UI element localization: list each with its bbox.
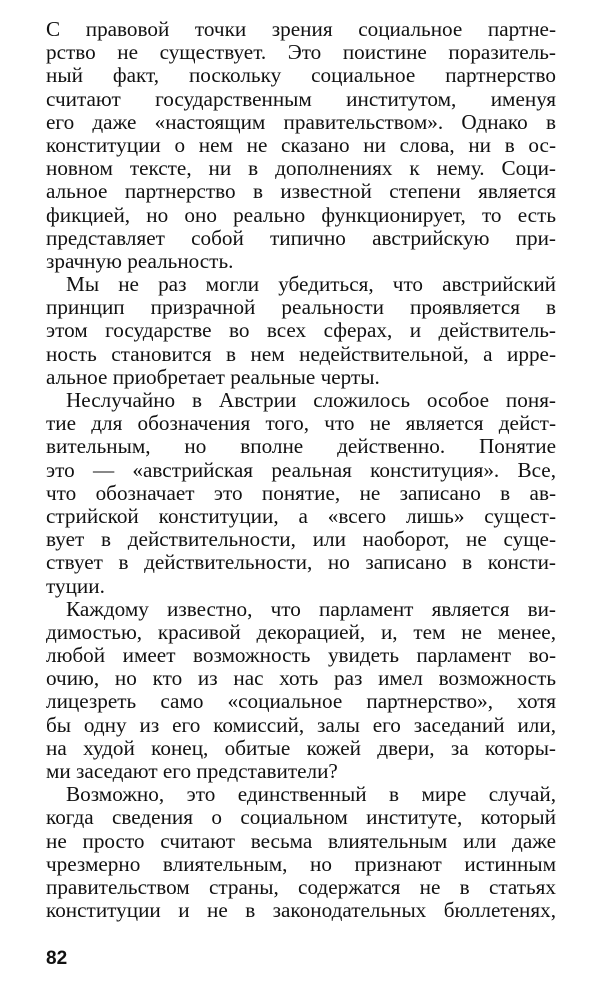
text-line: ствует в действительности, но записано в консти-	[46, 550, 556, 575]
text-line: на худой конец, обитые кожей двери, за которы-	[46, 735, 556, 760]
text-line: С правовой точки зрения социальное партне-	[46, 17, 556, 41]
text-line: альное приобретает реальные черты.	[46, 364, 380, 389]
text-line: конституции о нем не сказано ни слова, ни в ос-	[46, 132, 556, 157]
paragraph-1	[46, 18, 556, 273]
text-line: его даже «настоящим правительством». Однако в	[46, 109, 556, 134]
text-line: ность становится в нем недействительной, а ирре-	[46, 341, 556, 366]
text-line: любой имеет возможность увидеть парламент во-	[46, 643, 556, 668]
paragraph-5	[46, 783, 556, 922]
text-line: рство не существует. Это поистине поразитель-	[46, 40, 556, 65]
text-line: Неслучайно в Австрии сложилось особое поня-	[66, 388, 556, 412]
text-line: ный факт, поскольку социальное партнерство	[46, 63, 556, 88]
text-line: зрачную реальность.	[46, 248, 234, 273]
text-line: этом государстве во всех сферах, и действитель-	[46, 318, 556, 343]
page-number: 82	[46, 948, 68, 969]
text-line: Каждому известно, что парламент является ви-	[66, 596, 556, 621]
book-page-text	[46, 18, 556, 922]
text-line: чрезмерно влиятельным, но признают истинным	[46, 851, 556, 876]
text-line: лицезреть само «социальное партнерство», хотя	[46, 689, 556, 714]
text-line: альное партнерство в известной степени является	[46, 179, 556, 204]
text-line: ми заседают его представители?	[46, 759, 338, 783]
text-line: считают государственным институтом, именуя	[46, 86, 556, 111]
text-line: новном тексте, ни в дополнениях к нему. Соци-	[46, 156, 556, 181]
text-line: конституции и не в законодательных бюллетенях,	[46, 898, 556, 923]
text-line: димостью, красивой декорацией, и, тем не менее,	[46, 619, 556, 644]
paragraph-4	[46, 598, 556, 784]
text-line: стрийской конституции, а «всего лишь» сущест-	[46, 503, 556, 528]
text-line: что обозначает это понятие, не записано в ав-	[46, 480, 556, 505]
text-line: вует в действительности, или наоборот, не суще-	[46, 527, 556, 552]
text-line: когда сведения о социальном институте, который	[46, 805, 556, 830]
text-line: принцип призрачной реальности проявляется в	[46, 295, 556, 320]
text-line: вительным, но вполне действенно. Понятие	[46, 434, 556, 459]
text-line: правительством страны, содержатся не в статьях	[46, 874, 556, 899]
text-line: Возможно, это единственный в мире случай,	[66, 782, 556, 807]
text-line: представляет собой типично австрийскую при-	[46, 225, 556, 250]
text-line: фикцией, но оно реально функционирует, то есть	[46, 202, 556, 227]
text-line: бы одну из его комиссий, залы его заседаний или,	[46, 712, 556, 737]
text-line: это — «австрийская реальная конституция». Все,	[46, 457, 556, 482]
paragraph-2	[46, 273, 556, 389]
text-line: не просто считают весьма влиятельным или даже	[46, 828, 556, 853]
text-line: туции.	[46, 573, 105, 598]
text-line: Мы не раз могли убедиться, что австрийский	[66, 272, 556, 297]
text-line: тие для обозначения того, что не является дейст-	[46, 411, 556, 436]
text-line: очию, но кто из нас хоть раз имел возможность	[46, 666, 556, 691]
paragraph-3	[46, 389, 556, 598]
